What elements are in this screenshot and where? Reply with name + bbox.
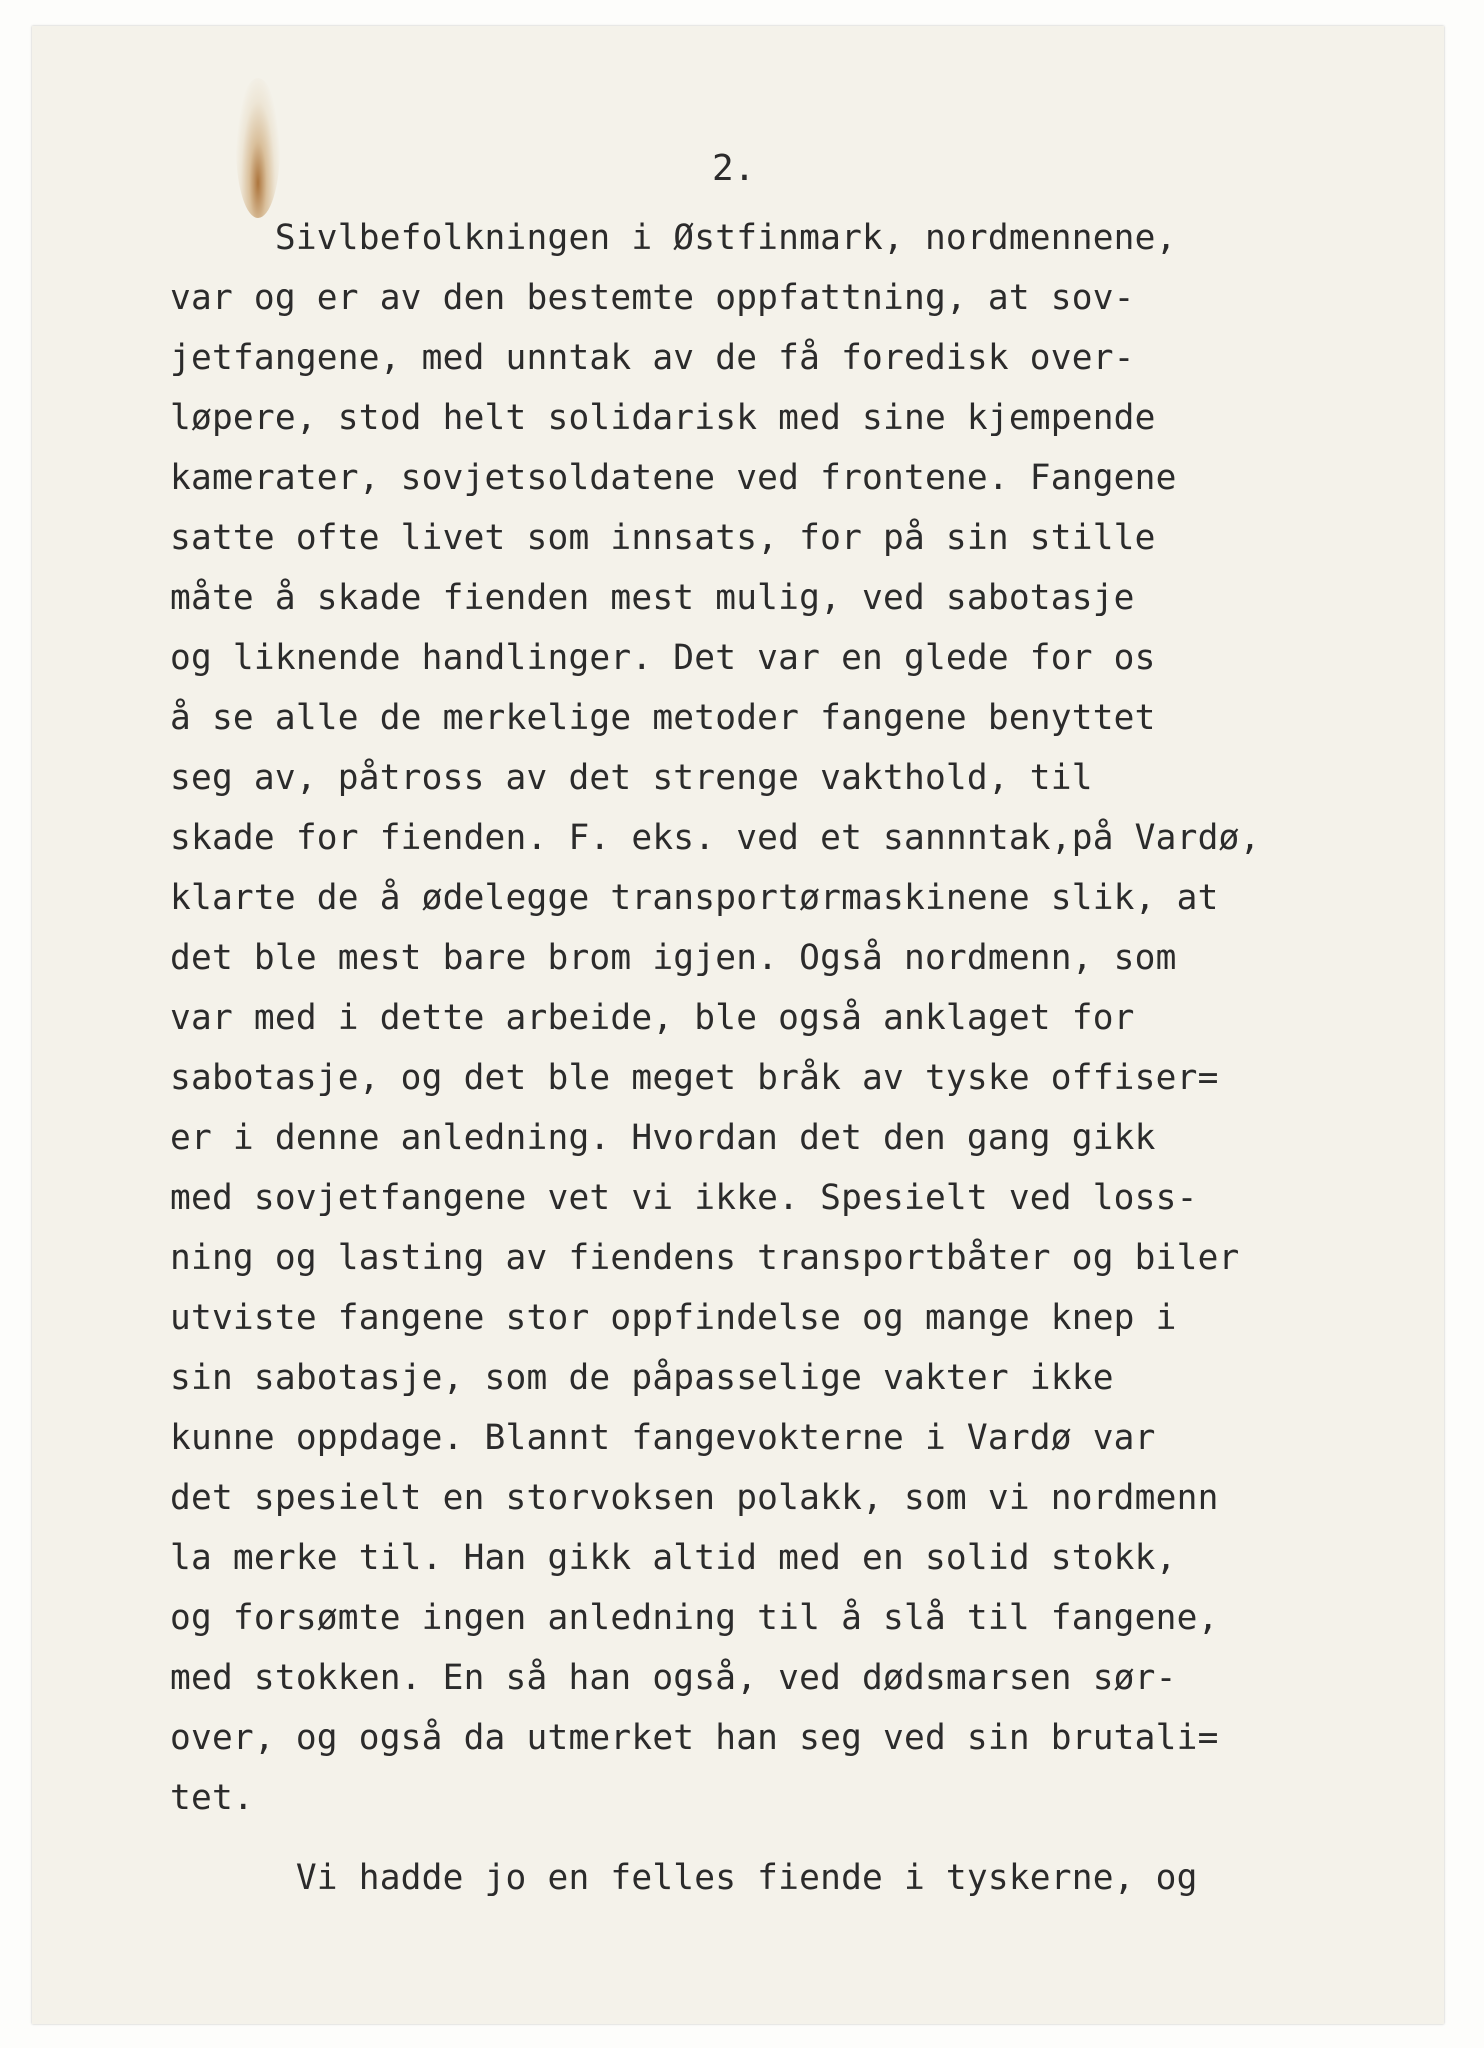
text-line: utviste fangene stor oppfindelse og mange knep i bbox=[170, 1298, 1177, 1338]
typed-text bbox=[170, 0, 1430, 1898]
text-line: skade for fienden. F. eks. ved et sannntak,på Vardø, bbox=[170, 818, 1261, 858]
text-line: er i denne anledning. Hvordan det den gang gikk bbox=[170, 1118, 1156, 1158]
text-line: var og er av den bestemte oppfattning, at sov- bbox=[170, 278, 1135, 318]
text-line: over, og også da utmerket han seg ved sin brutali= bbox=[170, 1718, 1219, 1758]
text-line: det spesielt en storvoksen polakk, som vi nordmenn bbox=[170, 1478, 1219, 1518]
text-line: satte ofte livet som innsats, for på sin stille bbox=[170, 518, 1156, 558]
text-line: med sovjetfangene vet vi ikke. Spesielt ved loss- bbox=[170, 1178, 1198, 1218]
text-line: tet. bbox=[170, 1778, 254, 1818]
text-line: Vi hadde jo en felles fiende i tyskerne, og bbox=[170, 1858, 1198, 1898]
text-line: kunne oppdage. Blannt fangevokterne i Vardø var bbox=[170, 1418, 1156, 1458]
text-line: seg av, påtross av det strenge vakthold, til bbox=[170, 758, 1093, 798]
text-line: kamerater, sovjetsoldatene ved frontene. Fangene bbox=[170, 458, 1177, 498]
text-line: det ble mest bare brom igjen. Også nordmenn, som bbox=[170, 938, 1177, 978]
page-number: 2. bbox=[712, 148, 756, 189]
text-line: med stokken. En så han også, ved dødsmarsen sør- bbox=[170, 1658, 1177, 1698]
text-line: løpere, stod helt solidarisk med sine kjempende bbox=[170, 398, 1156, 438]
text-line: var med i dette arbeide, ble også anklaget for bbox=[170, 998, 1135, 1038]
text-line: måte å skade fienden mest mulig, ved sabotasje bbox=[170, 578, 1135, 618]
text-line: sin sabotasje, som de påpasselige vakter ikke bbox=[170, 1358, 1114, 1398]
text-line: å se alle de merkelige metoder fangene benyttet bbox=[170, 698, 1156, 738]
text-line: jetfangene, med unntak av de få foredisk over- bbox=[170, 338, 1135, 378]
text-line: klarte de å ødelegge transportørmaskinene slik, at bbox=[170, 878, 1219, 918]
text-line: og forsømte ingen anledning til å slå til fangene, bbox=[170, 1598, 1219, 1638]
text-line: Sivlbefolkningen i Østfinmark, nordmennene, bbox=[170, 218, 1177, 258]
text-line: og liknende handlinger. Det var en glede for os bbox=[170, 638, 1156, 678]
text-line: sabotasje, og det ble meget bråk av tyske offiser= bbox=[170, 1058, 1219, 1098]
text-line: la merke til. Han gikk altid med en solid stokk, bbox=[170, 1538, 1177, 1578]
text-line: ning og lasting av fiendens transportbåter og biler bbox=[170, 1238, 1240, 1278]
